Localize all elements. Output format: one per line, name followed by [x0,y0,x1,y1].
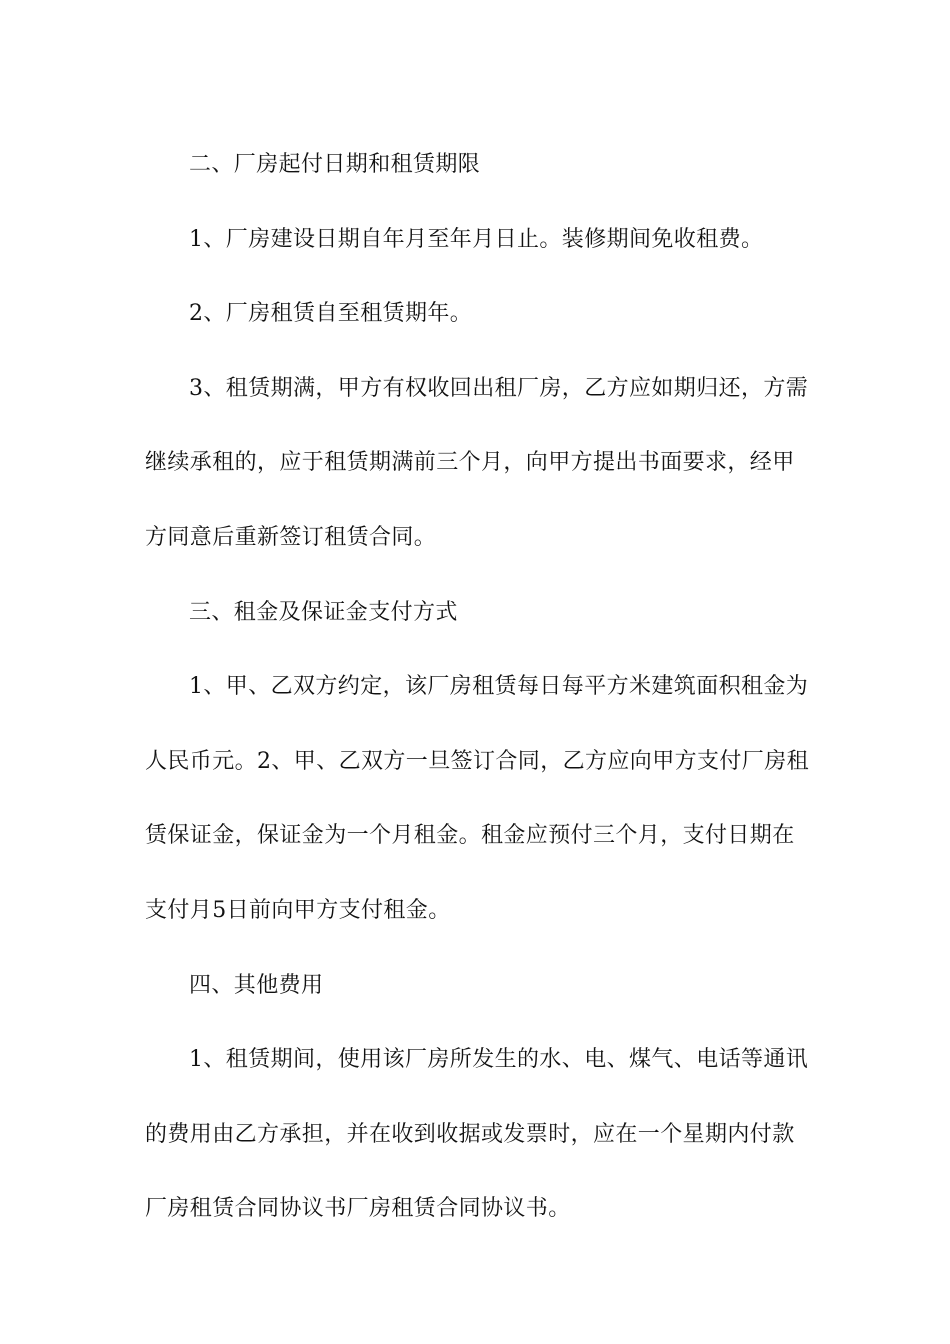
paragraph-line: 1、厂房建设日期自年月至年月日止。装修期间免收租费。 [189,226,764,252]
paragraph-line: 赁保证金，保证金为一个月租金。租金应预付三个月，支付日期在 [145,823,795,849]
paragraph-line: 支付月5日前向甲方支付租金。 [145,897,451,923]
paragraph-line: 1、甲、乙双方约定，该厂房租赁每日每平方米建筑面积租金为 [189,674,809,700]
paragraph-line: 的费用由乙方承担，并在收到收据或发票时，应在一个星期内付款 [145,1121,795,1147]
section-heading-4: 四、其他费用 [189,972,324,998]
paragraph-line: 2、厂房租赁自至租赁期年。 [189,301,473,327]
section-heading-2: 二、厂房起付日期和租赁期限 [189,152,481,177]
document-body [145,128,815,1247]
paragraph-line: 厂房租赁合同协议书厂房租赁合同协议书。 [145,1196,571,1222]
paragraph-line: 方同意后重新签订租赁合同。 [145,524,437,550]
paragraph-line: 继续承租的，应于租赁期满前三个月，向甲方提出书面要求，经甲 [145,450,795,476]
paragraph-line: 1、租赁期间，使用该厂房所发生的水、电、煤气、电话等通讯 [189,1047,809,1073]
section-heading-3: 三、租金及保证金支付方式 [189,599,458,625]
paragraph-line: 3、租赁期满，甲方有权收回出租厂房，乙方应如期归还，方需 [189,375,809,401]
paragraph-line: 人民币元。2、甲、乙双方一旦签订合同，乙方应向甲方支付厂房租 [145,748,809,774]
